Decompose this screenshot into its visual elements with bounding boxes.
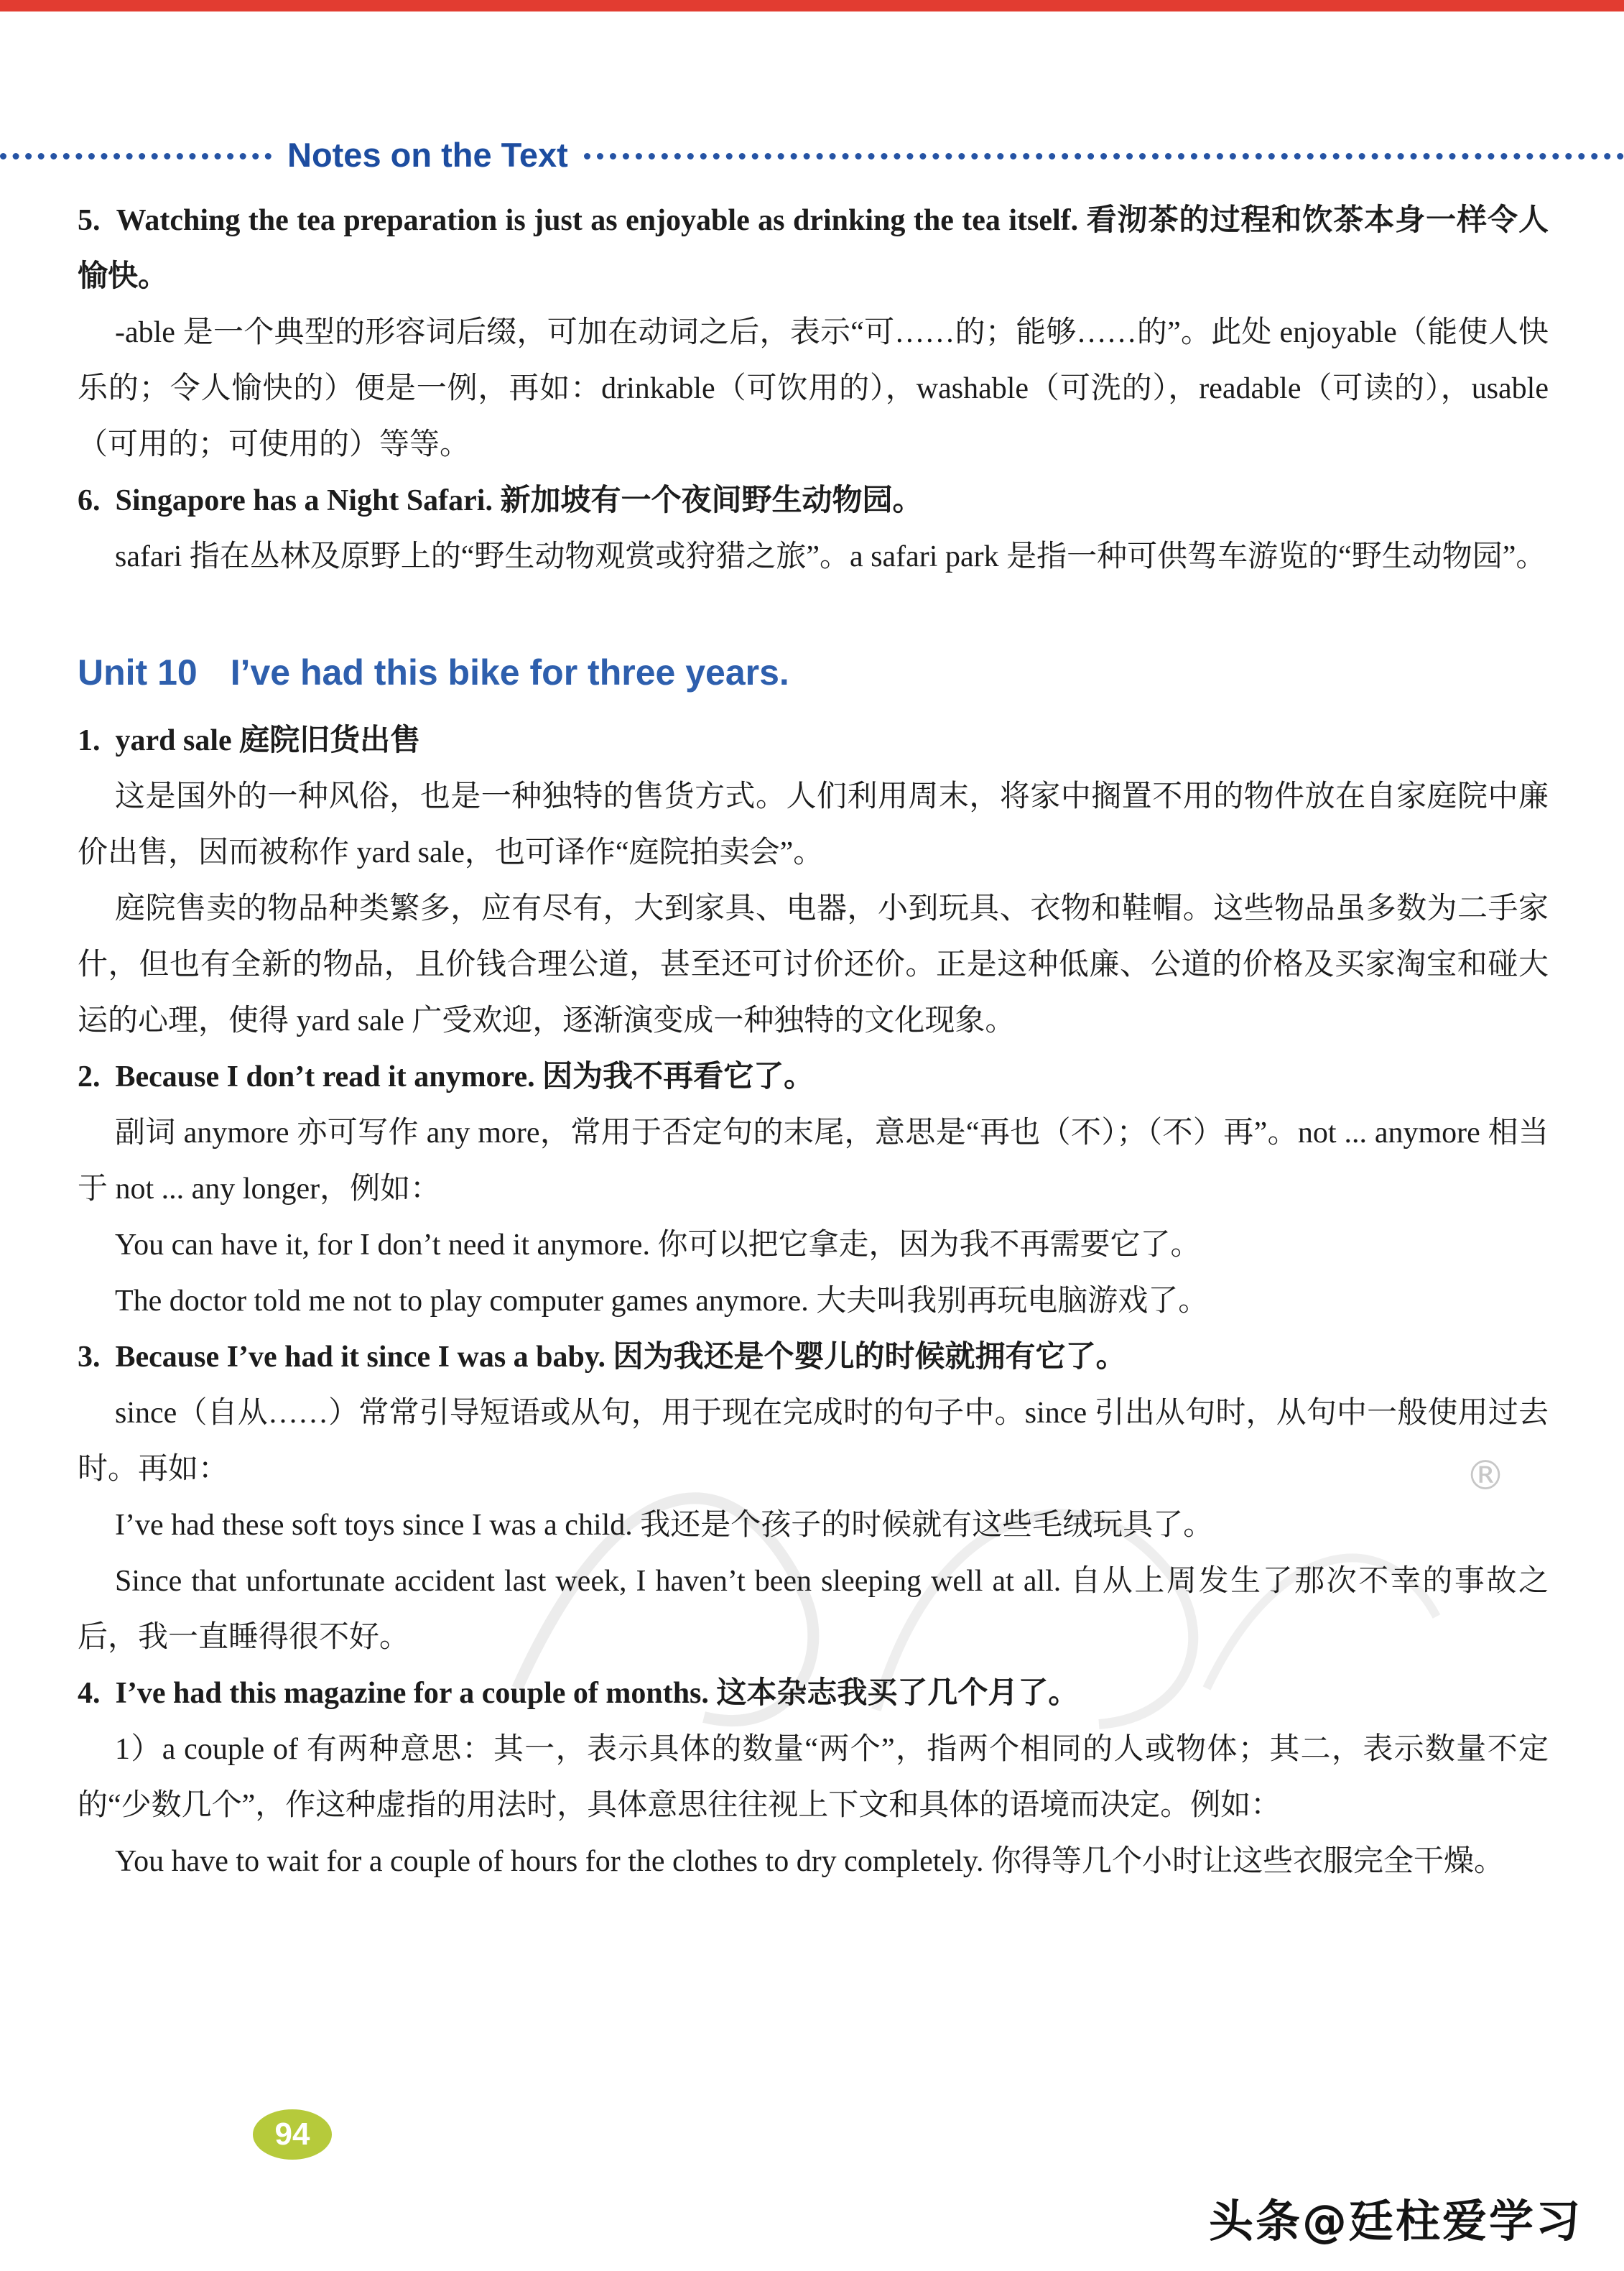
unit-number-label: Unit 10 (78, 652, 198, 693)
dotted-line-left (0, 153, 272, 159)
unit-title: I’ve had this bike for three years. (230, 652, 789, 693)
note-6-heading: 6. Singapore has a Night Safari. 新加坡有一个夜间野生动物园。 (78, 484, 923, 517)
note-3-paragraph: since（自从……）常常引导短语或从句，用于现在完成时的句子中。since 引出从句时，从句中一般使用过去时。再如： (78, 1397, 1549, 1486)
notes-header (0, 138, 1624, 175)
top-red-bar (0, 0, 1624, 11)
page-number: 94 (274, 2117, 310, 2152)
note-2-paragraph: 副词 anymore 亦可写作 any more，常用于否定句的末尾，意思是“再也（不）；（不）再”。not ... anymore 相当于 not ... any longer，例如： (78, 1116, 1549, 1206)
page-title: Notes on the Text (287, 136, 568, 174)
note-2-example-1: You can have it, for I don’t need it anymore. 你可以把它拿走，因为我不再需要它了。 (115, 1229, 1201, 1262)
unit-10-heading (78, 651, 1549, 694)
note-1-paragraph-2: 庭院售卖的物品种类繁多，应有尽有，大到家具、电器，小到玩具、衣物和鞋帽。这些物品虽多数为二手家什，但也有全新的物品，且价钱合理公道，甚至还可讨价还价。正是这种低廉、公道的价格及买家淘宝和碰大运的心理，使得 yard sale 广受欢迎，逐渐演变成一种独特的文化现象。 (78, 892, 1549, 1037)
notes-content (78, 193, 1549, 1890)
dotted-line-right (584, 153, 1624, 159)
note-5-heading: 5. Watching the tea preparation is just as enjoyable as drinking the tea itself. 看沏茶的过程和饮茶本身一样令人愉快。 (78, 204, 1549, 293)
note-3-heading: 3. Because I’ve had it since I was a baby. 因为我还是个婴儿的时候就拥有它了。 (78, 1341, 1126, 1374)
note-3-example-1: I’ve had these soft toys since I was a child. 我还是个孩子的时候就有这些毛绒玩具了。 (115, 1509, 1214, 1542)
registered-trademark-watermark: ® (1465, 1453, 1505, 1499)
note-4-heading: 4. I’ve had this magazine for a couple of months. 这本杂志我买了几个月了。 (78, 1677, 1079, 1710)
footer-watermark: 头条@廷柱爱学习 (1208, 2195, 1582, 2247)
note-6-paragraph: safari 指在丛林及原野上的“野生动物观赏或狩猎之旅”。a safari park 是指一种可供驾车游览的“野生动物园”。 (115, 540, 1546, 573)
note-4-paragraph: 1）a couple of 有两种意思：其一，表示具体的数量“两个”，指两个相同的人或物体；其二，表示数量不定的“少数几个”，作这种虚指的用法时，具体意思往往视上下文和具体的语境而决定。例如： (78, 1733, 1549, 1822)
note-3-example-2: Since that unfortunate accident last week, I haven’t been sleeping well at all. 自从上周发生了那次不幸的事故之后，我一直睡得很不好。 (78, 1565, 1549, 1654)
note-1-heading: 1. yard sale 庭院旧货出售 (78, 724, 421, 757)
note-2-heading: 2. Because I don’t read it anymore. 因为我不再看它了。 (78, 1060, 815, 1093)
note-4-example-1: You have to wait for a couple of hours for the clothes to dry completely. 你得等几个小时让这些衣服完全干燥。 (115, 1845, 1505, 1878)
page-number-badge (253, 2109, 332, 2160)
note-1-paragraph-1: 这是国外的一种风俗，也是一种独特的售货方式。人们利用周末，将家中搁置不用的物件放在自家庭院中廉价出售，因而被称作 yard sale，也可译作“庭院拍卖会”。 (78, 780, 1549, 869)
note-5-paragraph: -able 是一个典型的形容词后缀，可加在动词之后，表示“可……的；能够……的”。此处 enjoyable（能使人快乐的；令人愉快的）便是一例，再如：drinkable（可饮用的），washable（可洗的），readable（可读的），usable（可用的；可使用的）等等。 (78, 316, 1549, 461)
note-2-example-2: The doctor told me not to play computer games anymore. 大夫叫我别再玩电脑游戏了。 (115, 1285, 1209, 1318)
